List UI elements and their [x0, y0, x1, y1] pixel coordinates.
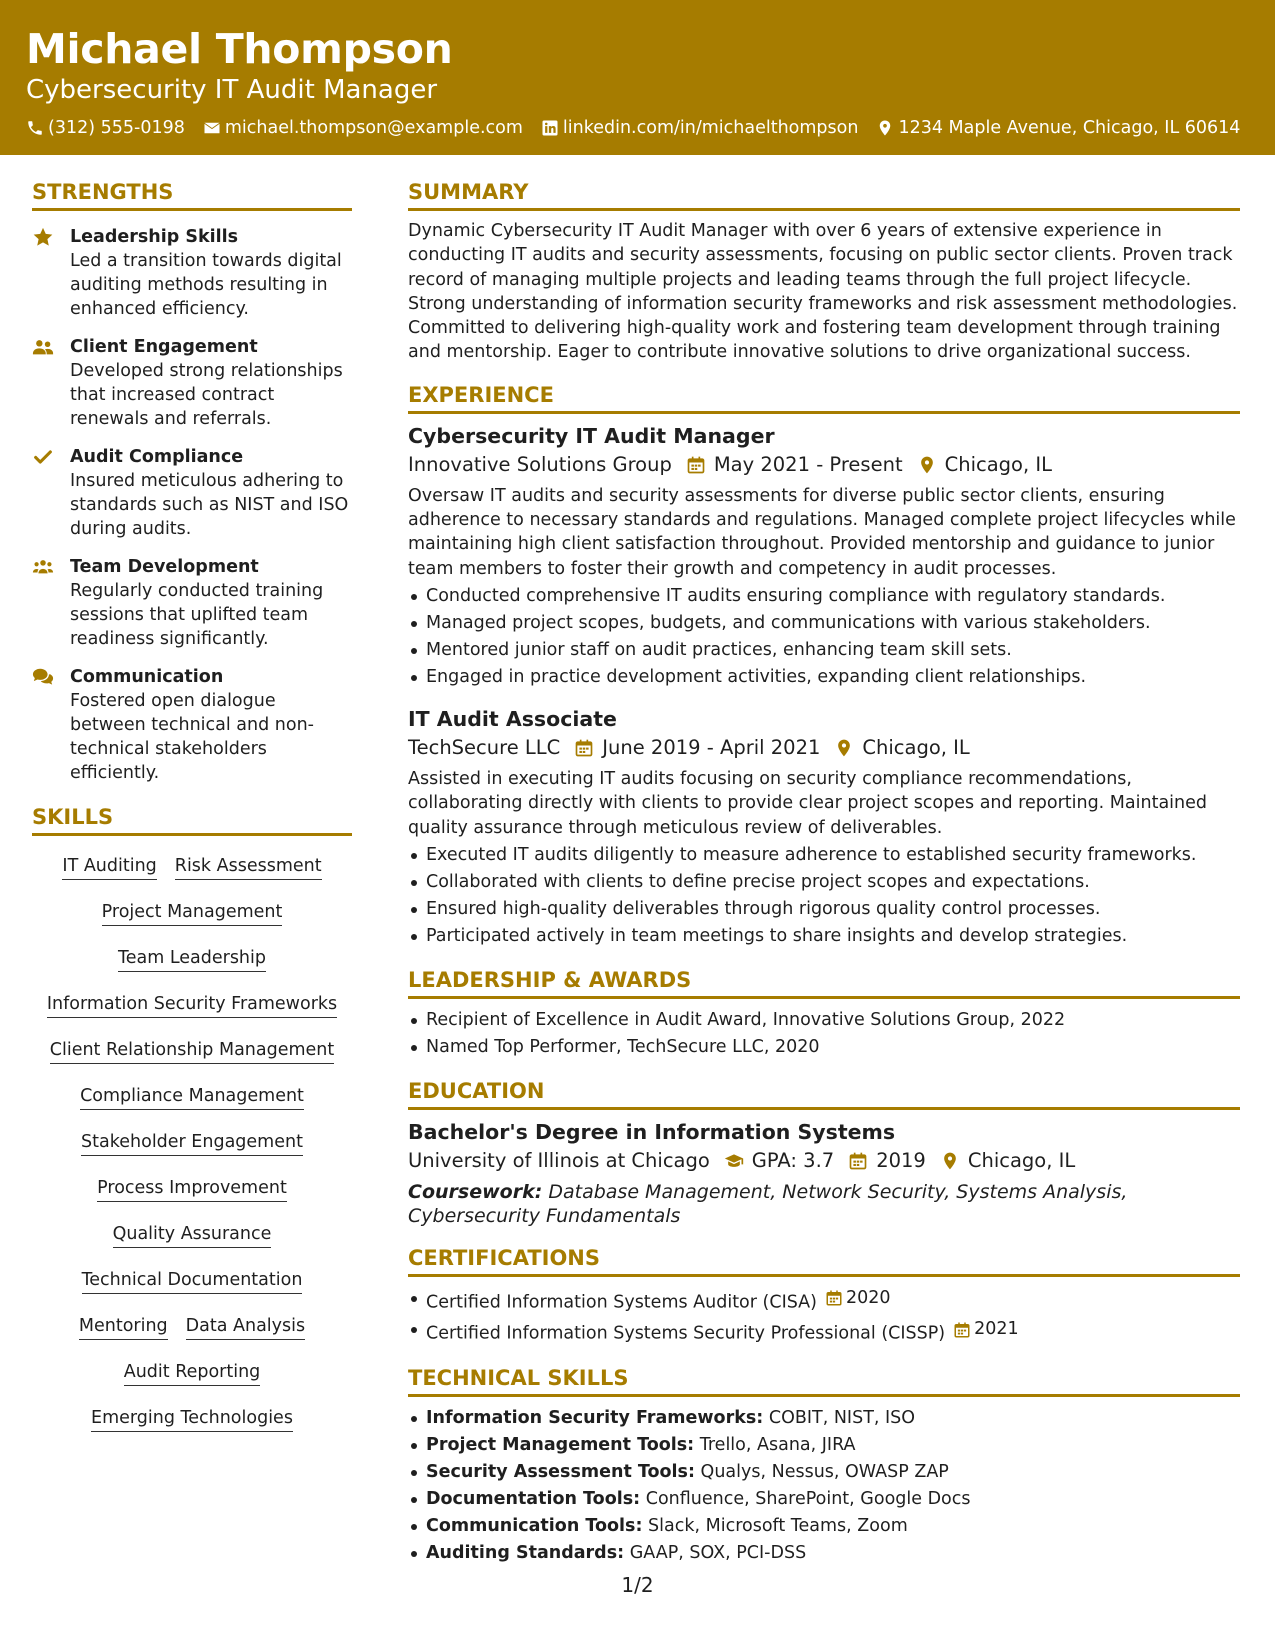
skill-tag: Client Relationship Management [50, 1038, 335, 1064]
strengths-list [32, 225, 352, 785]
strength-item [32, 665, 352, 785]
summary-section [408, 178, 1240, 365]
star-icon [32, 226, 54, 248]
job-dates: June 2019 - April 2021 [602, 735, 821, 759]
page-number: 1/2 [621, 1573, 654, 1597]
skill-tag: Compliance Management [80, 1084, 304, 1110]
strength-item [32, 225, 352, 321]
experience-heading: EXPERIENCE [408, 381, 1240, 414]
list-item: Participated actively in team meetings to share insights and develop strategies. [408, 923, 1240, 950]
strength-title: Leadership Skills [70, 227, 239, 247]
right-column [408, 178, 1240, 1583]
tech-label: Communication Tools: [426, 1515, 643, 1536]
skill-tag: Team Leadership [118, 946, 266, 972]
skills-heading: SKILLS [32, 803, 352, 836]
certifications-section [408, 1244, 1240, 1348]
map-pin-icon [876, 119, 894, 137]
list-item: Conducted comprehensive IT audits ensuring compliance with regulatory standards. [408, 583, 1240, 610]
contact-address [876, 116, 1240, 140]
comments-icon [32, 666, 54, 688]
strength-item [32, 445, 352, 541]
list-item [408, 1459, 1240, 1486]
contact-email[interactable] [203, 116, 523, 140]
awards-list [408, 1007, 1240, 1061]
coursework-list: Database Management, Network Security, Systems Analysis, Cybersecurity Fundamentals [408, 1180, 1128, 1227]
contact-phone[interactable] [26, 116, 185, 140]
strength-title: Audit Compliance [70, 447, 244, 467]
calendar-icon [574, 738, 594, 758]
technical-skills-section [408, 1364, 1240, 1567]
education-location: Chicago, IL [967, 1148, 1076, 1172]
tech-label: Project Management Tools: [426, 1434, 695, 1455]
tech-value: GAAP, SOX, PCI-DSS [629, 1542, 807, 1563]
linkedin-icon [541, 119, 559, 137]
map-pin-icon [834, 738, 854, 758]
tech-value: COBIT, NIST, ISO [768, 1407, 916, 1428]
list-item: Executed IT audits diligently to measure adherence to established security frameworks. [408, 842, 1240, 869]
tech-label: Documentation Tools: [426, 1488, 641, 1509]
tech-value: Qualys, Nessus, OWASP ZAP [700, 1461, 949, 1482]
skill-tag: IT Auditing [62, 854, 156, 880]
skill-tag: Mentoring [79, 1314, 168, 1340]
skill-tag: Data Analysis [186, 1314, 305, 1340]
left-column [32, 178, 352, 1442]
tech-label: Security Assessment Tools: [426, 1461, 695, 1482]
list-item: Mentored junior staff on audit practices, enhancing team skill sets. [408, 637, 1240, 664]
job-entry [408, 422, 1240, 691]
team-icon [32, 556, 54, 578]
strength-desc: Insured meticulous adhering to standards such as NIST and ISO during audits. [70, 471, 349, 539]
skill-tag: Process Improvement [97, 1176, 287, 1202]
cert-year: 2020 [845, 1287, 891, 1308]
list-item [408, 1405, 1240, 1432]
strength-item [32, 555, 352, 651]
job-description: Oversaw IT audits and security assessments for diverse public sector clients, ensuring adherence to necessary standards and regulations. Managed complete project lifecycles while maintaining high client satisfaction throughout. Provided mentorship and guidance to junior team members to foster their growth and competency in audit processes. [408, 485, 1236, 579]
list-item: Collaborated with clients to define precise project scopes and expectations. [408, 869, 1240, 896]
summary-heading: SUMMARY [408, 178, 1240, 211]
strength-title: Communication [70, 667, 224, 687]
strength-desc: Developed strong relationships that increased contract renewals and referrals. [70, 361, 343, 429]
tech-value: Trello, Asana, JIRA [699, 1434, 856, 1455]
experience-section [408, 381, 1240, 950]
strength-desc: Regularly conducted training sessions that uplifted team readiness significantly. [70, 581, 324, 649]
list-item: Managed project scopes, budgets, and communications with various stakeholders. [408, 610, 1240, 637]
education-meta [408, 1146, 1240, 1176]
coursework [408, 1180, 1240, 1228]
users-icon [32, 336, 54, 358]
skill-tag: Project Management [102, 900, 283, 926]
phone-icon [26, 119, 44, 137]
email-text: michael.thompson@example.com [224, 118, 523, 138]
coursework-label: Coursework: [408, 1180, 543, 1203]
job-dates: May 2021 - Present [713, 452, 903, 476]
candidate-name: Michael Thompson [26, 25, 453, 73]
job-company: Innovative Solutions Group [408, 452, 672, 476]
candidate-title: Cybersecurity IT Audit Manager [26, 75, 438, 105]
strengths-heading: STRENGTHS [32, 178, 352, 211]
job-meta [408, 450, 1240, 480]
education-heading: EDUCATION [408, 1077, 1240, 1110]
technical-skills-heading: TECHNICAL SKILLS [408, 1364, 1240, 1397]
tech-value: Confluence, SharePoint, Google Docs [645, 1488, 971, 1509]
cert-name: Certified Information Systems Auditor (CISA) [426, 1292, 817, 1313]
list-item: Ensured high-quality deliverables through rigorous quality control processes. [408, 896, 1240, 923]
contact-linkedin[interactable] [541, 116, 859, 140]
job-title: IT Audit Associate [408, 706, 617, 731]
certifications-list [408, 1285, 1240, 1348]
list-item: Engaged in practice development activities, expanding client relationships. [408, 664, 1240, 691]
resume-header [0, 0, 1275, 155]
awards-heading: LEADERSHIP & AWARDS [408, 966, 1240, 999]
skill-tag: Technical Documentation [82, 1268, 303, 1294]
list-item [408, 1316, 1240, 1348]
list-item [408, 1540, 1240, 1567]
job-location: Chicago, IL [944, 452, 1052, 476]
list-item [408, 1432, 1240, 1459]
job-company: TechSecure LLC [408, 735, 561, 759]
graduation-year: 2019 [876, 1148, 926, 1172]
skills-list [32, 844, 352, 1442]
strength-item [32, 335, 352, 431]
job-title: Cybersecurity IT Audit Manager [408, 423, 775, 448]
contact-row [26, 116, 1249, 140]
calendar-icon [953, 1321, 971, 1339]
education-section [408, 1077, 1240, 1228]
calendar-icon [686, 455, 706, 475]
calendar-icon [825, 1289, 843, 1307]
skill-tag: Quality Assurance [113, 1222, 272, 1248]
map-pin-icon [940, 1151, 960, 1171]
address-text: 1234 Maple Avenue, Chicago, IL 60614 [898, 118, 1241, 138]
skill-tag: Audit Reporting [124, 1360, 261, 1386]
map-pin-icon [917, 455, 937, 475]
graduation-cap-icon [724, 1151, 744, 1171]
job-bullets [408, 842, 1240, 950]
list-item [408, 1285, 1240, 1317]
job-bullets [408, 583, 1240, 691]
cert-name: Certified Information Systems Security Professional (CISSP) [426, 1323, 946, 1344]
list-item [408, 1486, 1240, 1513]
tech-label: Auditing Standards: [426, 1542, 625, 1563]
summary-text: Dynamic Cybersecurity IT Audit Manager with over 6 years of extensive experience in conducting IT audits and security assessments, focusing on public sector clients. Proven track record of managing multiple projects and leading teams through the full project lifecycle. Strong understanding of information security frameworks and risk assessment methodologies. Committed to delivering high-quality work and fostering team development through training and mentorship. Eager to contribute innovative solutions to drive organizational success. [408, 221, 1238, 363]
envelope-icon [203, 119, 221, 137]
linkedin-text: linkedin.com/in/michaelthompson [562, 118, 859, 138]
job-meta [408, 733, 1240, 763]
check-icon [32, 446, 54, 468]
tech-value: Slack, Microsoft Teams, Zoom [648, 1515, 908, 1536]
phone-text: (312) 555-0198 [48, 118, 185, 138]
job-location: Chicago, IL [862, 735, 970, 759]
skill-tag: Risk Assessment [175, 854, 322, 880]
certifications-heading: CERTIFICATIONS [408, 1244, 1240, 1277]
skill-tag: Stakeholder Engagement [81, 1130, 303, 1156]
strength-title: Team Development [70, 557, 259, 577]
skill-tag: Information Security Frameworks [47, 992, 337, 1018]
list-item: Recipient of Excellence in Audit Award, Innovative Solutions Group, 2022 [408, 1007, 1240, 1034]
technical-skills-list [408, 1405, 1240, 1567]
list-item: Named Top Performer, TechSecure LLC, 2020 [408, 1034, 1240, 1061]
calendar-icon [848, 1151, 868, 1171]
job-entry [408, 705, 1240, 950]
tech-label: Information Security Frameworks: [426, 1407, 764, 1428]
job-description: Assisted in executing IT audits focusing on security compliance recommendations, collaborating directly with clients to provide clear project scopes and reporting. Maintained quality assurance through meticulous review of deliverables. [408, 768, 1208, 838]
gpa: GPA: 3.7 [751, 1148, 835, 1172]
list-item [408, 1513, 1240, 1540]
skill-tag: Emerging Technologies [91, 1406, 293, 1432]
cert-year: 2021 [974, 1319, 1019, 1340]
strength-title: Client Engagement [70, 337, 258, 357]
awards-section [408, 966, 1240, 1061]
strength-desc: Fostered open dialogue between technical and non-technical stakeholders efficiently. [70, 691, 314, 783]
degree-title: Bachelor's Degree in Information Systems [408, 1119, 896, 1144]
school-name: University of Illinois at Chicago [408, 1148, 710, 1172]
strength-desc: Led a transition towards digital auditing methods resulting in enhanced efficiency. [70, 251, 342, 319]
